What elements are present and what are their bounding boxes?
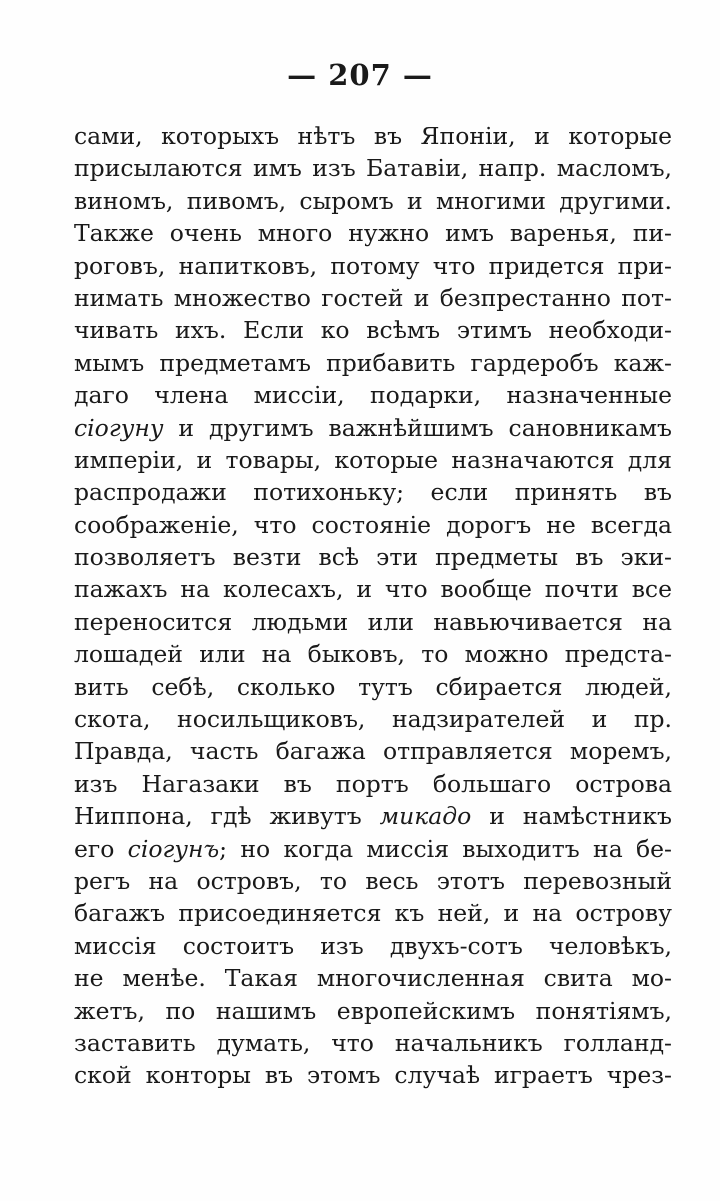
text-segment: Ниппона, гдѣ живутъ [74,802,380,831]
text-line [74,930,672,962]
text-line [74,995,672,1027]
text-line [74,897,672,929]
text-line [74,509,672,541]
text-line [74,282,672,314]
text-segment: переносится людьми или навьючивается на [74,607,672,636]
text-segment: сами, которыхъ нѣтъ въ Японіи, и которые [74,122,672,150]
text-segment: и намѣстникъ [471,802,672,831]
text-line [74,444,672,476]
text-line [74,606,672,638]
text-segment: роговъ, напитковъ, потому что придется при- [74,251,672,280]
text-segment: позволяетъ везти всѣ эти предметы въ эки- [74,543,672,572]
text-line [74,152,672,184]
text-segment: Также очень много нужно имъ варенья, пи- [74,219,672,248]
text-segment: багажъ присоединяется къ ней, и на острову [74,899,672,928]
text-segment: скота, носильщиковъ, надзирателей и пр. [74,705,672,734]
text-segment: даго члена миссіи, подарки, назначенные [74,381,672,410]
italic-term: сіогунъ [127,834,220,863]
text-line [74,379,672,411]
text-segment: мымъ предметамъ прибавить гардеробъ каж- [74,348,672,377]
text-segment: распродажи потихоньку; если принять въ [74,478,672,507]
text-line [74,250,672,282]
text-segment: ской конторы въ этомъ случаѣ играетъ чрез- [74,1061,672,1090]
text-line [74,476,672,508]
body-text [74,120,672,1092]
text-line [74,962,672,994]
text-segment: лошадей или на быковъ, то можно предста- [74,640,672,669]
text-segment: виномъ, пивомъ, сыромъ и многими другими. [74,186,672,215]
text-line [74,768,672,800]
italic-term: сіогуну [74,413,164,442]
text-line [74,1059,672,1091]
text-line [74,120,672,152]
text-line [74,217,672,249]
text-line [74,638,672,670]
text-line [74,573,672,605]
text-line [74,314,672,346]
text-line [74,703,672,735]
text-segment: соображеніе, что состояніе дорогъ не всегда [74,510,672,539]
italic-term: микадо [379,802,472,831]
text-line [74,412,672,444]
text-line [74,833,672,865]
text-segment: нимать множество гостей и безпрестанно пот- [74,283,672,312]
text-line [74,865,672,897]
text-line [74,735,672,767]
text-segment: миссія состоитъ изъ двухъ-сотъ человѣкъ, [74,931,672,960]
text-segment: Правда, часть багажа отправляется моремъ, [74,737,672,766]
text-segment: вить себѣ, сколько тутъ сбирается людей, [74,672,672,701]
text-segment: имперіи, и товары, которые назначаются для [74,445,672,474]
text-line [74,347,672,379]
text-line [74,1027,672,1059]
text-line [74,185,672,217]
text-segment: и другимъ важнѣйшимъ сановникамъ [163,413,672,442]
text-segment: регъ на островъ, то весь этотъ перевозный [74,866,672,895]
text-segment: изъ Нагазаки въ портъ большаго острова [74,769,672,798]
text-segment: чивать ихъ. Если ко всѣмъ этимъ необходи- [74,316,672,345]
text-line [74,671,672,703]
text-segment: пажахъ на колесахъ, и что вообще почти все [74,575,672,604]
text-segment: не менѣе. Такая многочисленная свита мо- [74,964,672,993]
page-number: — 207 — [287,58,433,92]
text-segment: жетъ, по нашимъ европейскимъ понятіямъ, [74,996,672,1025]
text-line [74,800,672,832]
text-segment: заставить думать, что начальникъ голланд- [74,1028,672,1057]
text-line [74,541,672,573]
text-segment: присылаются имъ изъ Батавіи, напр. масломъ, [74,154,672,183]
text-segment: ; но когда миссія выходитъ на бе- [219,834,672,863]
text-segment: его [74,834,128,863]
